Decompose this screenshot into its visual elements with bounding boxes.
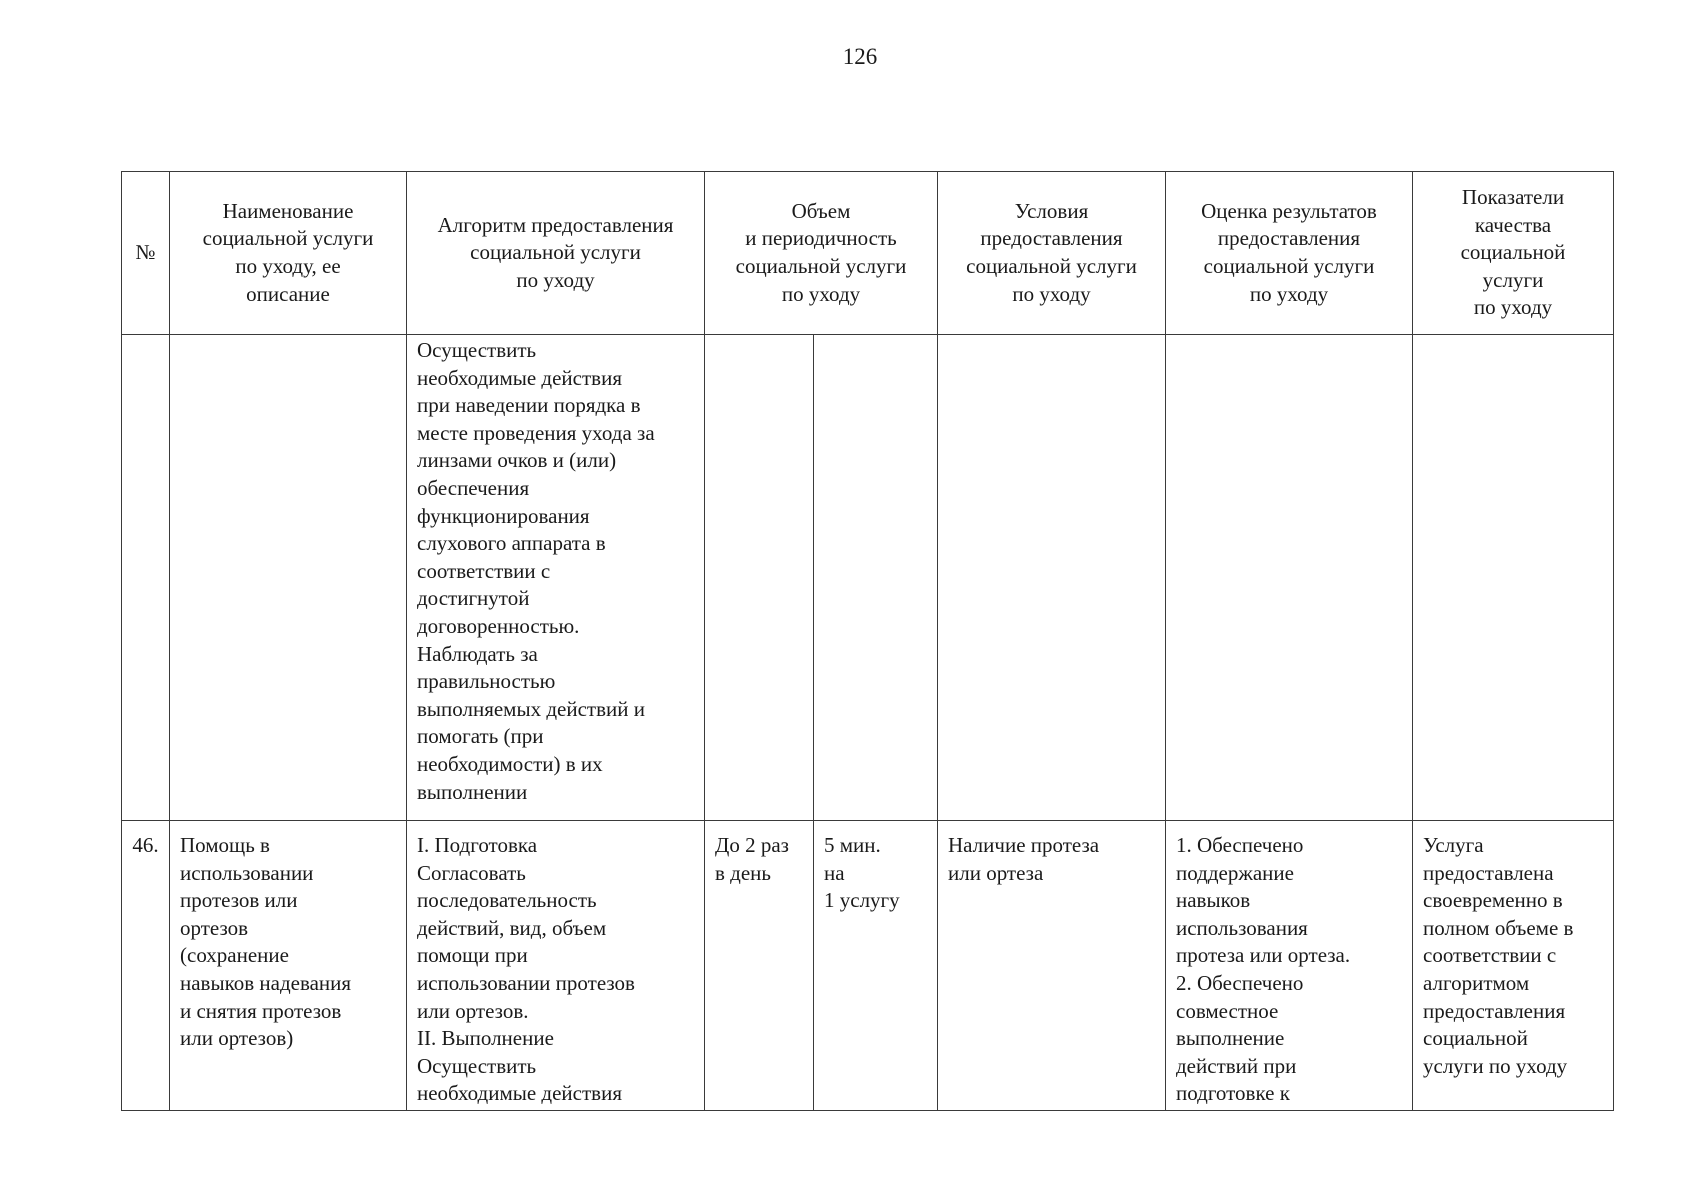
header-volume-periodicity: Объем и периодичность социальной услуги по уходу xyxy=(705,172,938,335)
service-name-cell xyxy=(170,335,407,821)
algorithm-cell: Осуществить необходимые действия при наведении порядка в месте проведения ухода за линзами очков и (или) обеспечения функционирования слухового аппарата в соответствии с достигнутой договоренностью. Наблюдать за правильностью выполняемых действий и помогать (при необходимости) в их выполнении xyxy=(407,335,705,821)
evaluation-cell xyxy=(1166,335,1413,821)
table-header-row xyxy=(122,172,1614,335)
periodicity-cell xyxy=(814,335,938,821)
quality-cell: Услуга предоставлена своевременно в полном объеме в соответствии с алгоритмом предоставления социальной услуги по уходу xyxy=(1413,821,1614,1111)
row-number-cell xyxy=(122,335,170,821)
periodicity-cell: 5 мин. на 1 услугу xyxy=(814,821,938,1111)
services-table xyxy=(121,171,1614,1111)
algorithm-cell: I. Подготовка Согласовать последовательность действий, вид, объем помощи при использовании протезов или ортезов. II. Выполнение Осуществить необходимые действия xyxy=(407,821,705,1111)
service-name-cell: Помощь в использовании протезов или ортезов (сохранение навыков надевания и снятия протезов или ортезов) xyxy=(170,821,407,1111)
header-number: № xyxy=(122,172,170,335)
header-algorithm: Алгоритм предоставления социальной услуги по уходу xyxy=(407,172,705,335)
page-number: 126 xyxy=(842,44,878,69)
volume-cell xyxy=(705,335,814,821)
conditions-cell xyxy=(938,335,1166,821)
conditions-cell: Наличие протеза или ортеза xyxy=(938,821,1166,1111)
header-conditions: Условия предоставления социальной услуги по уходу xyxy=(938,172,1166,335)
header-quality-indicators: Показатели качества социальной услуги по уходу xyxy=(1413,172,1614,335)
header-service-name: Наименование социальной услуги по уходу, ее описание xyxy=(170,172,407,335)
evaluation-cell: 1. Обеспечено поддержание навыков использования протеза или ортеза. 2. Обеспечено совместное выполнение действий при подготовке к xyxy=(1166,821,1413,1111)
row-number-cell: 46. xyxy=(122,821,170,1111)
header-evaluation: Оценка результатов предоставления социальной услуги по уходу xyxy=(1166,172,1413,335)
table-row xyxy=(122,821,1614,1111)
volume-cell: До 2 раз в день xyxy=(705,821,814,1111)
table-row xyxy=(122,335,1614,821)
quality-cell xyxy=(1413,335,1614,821)
